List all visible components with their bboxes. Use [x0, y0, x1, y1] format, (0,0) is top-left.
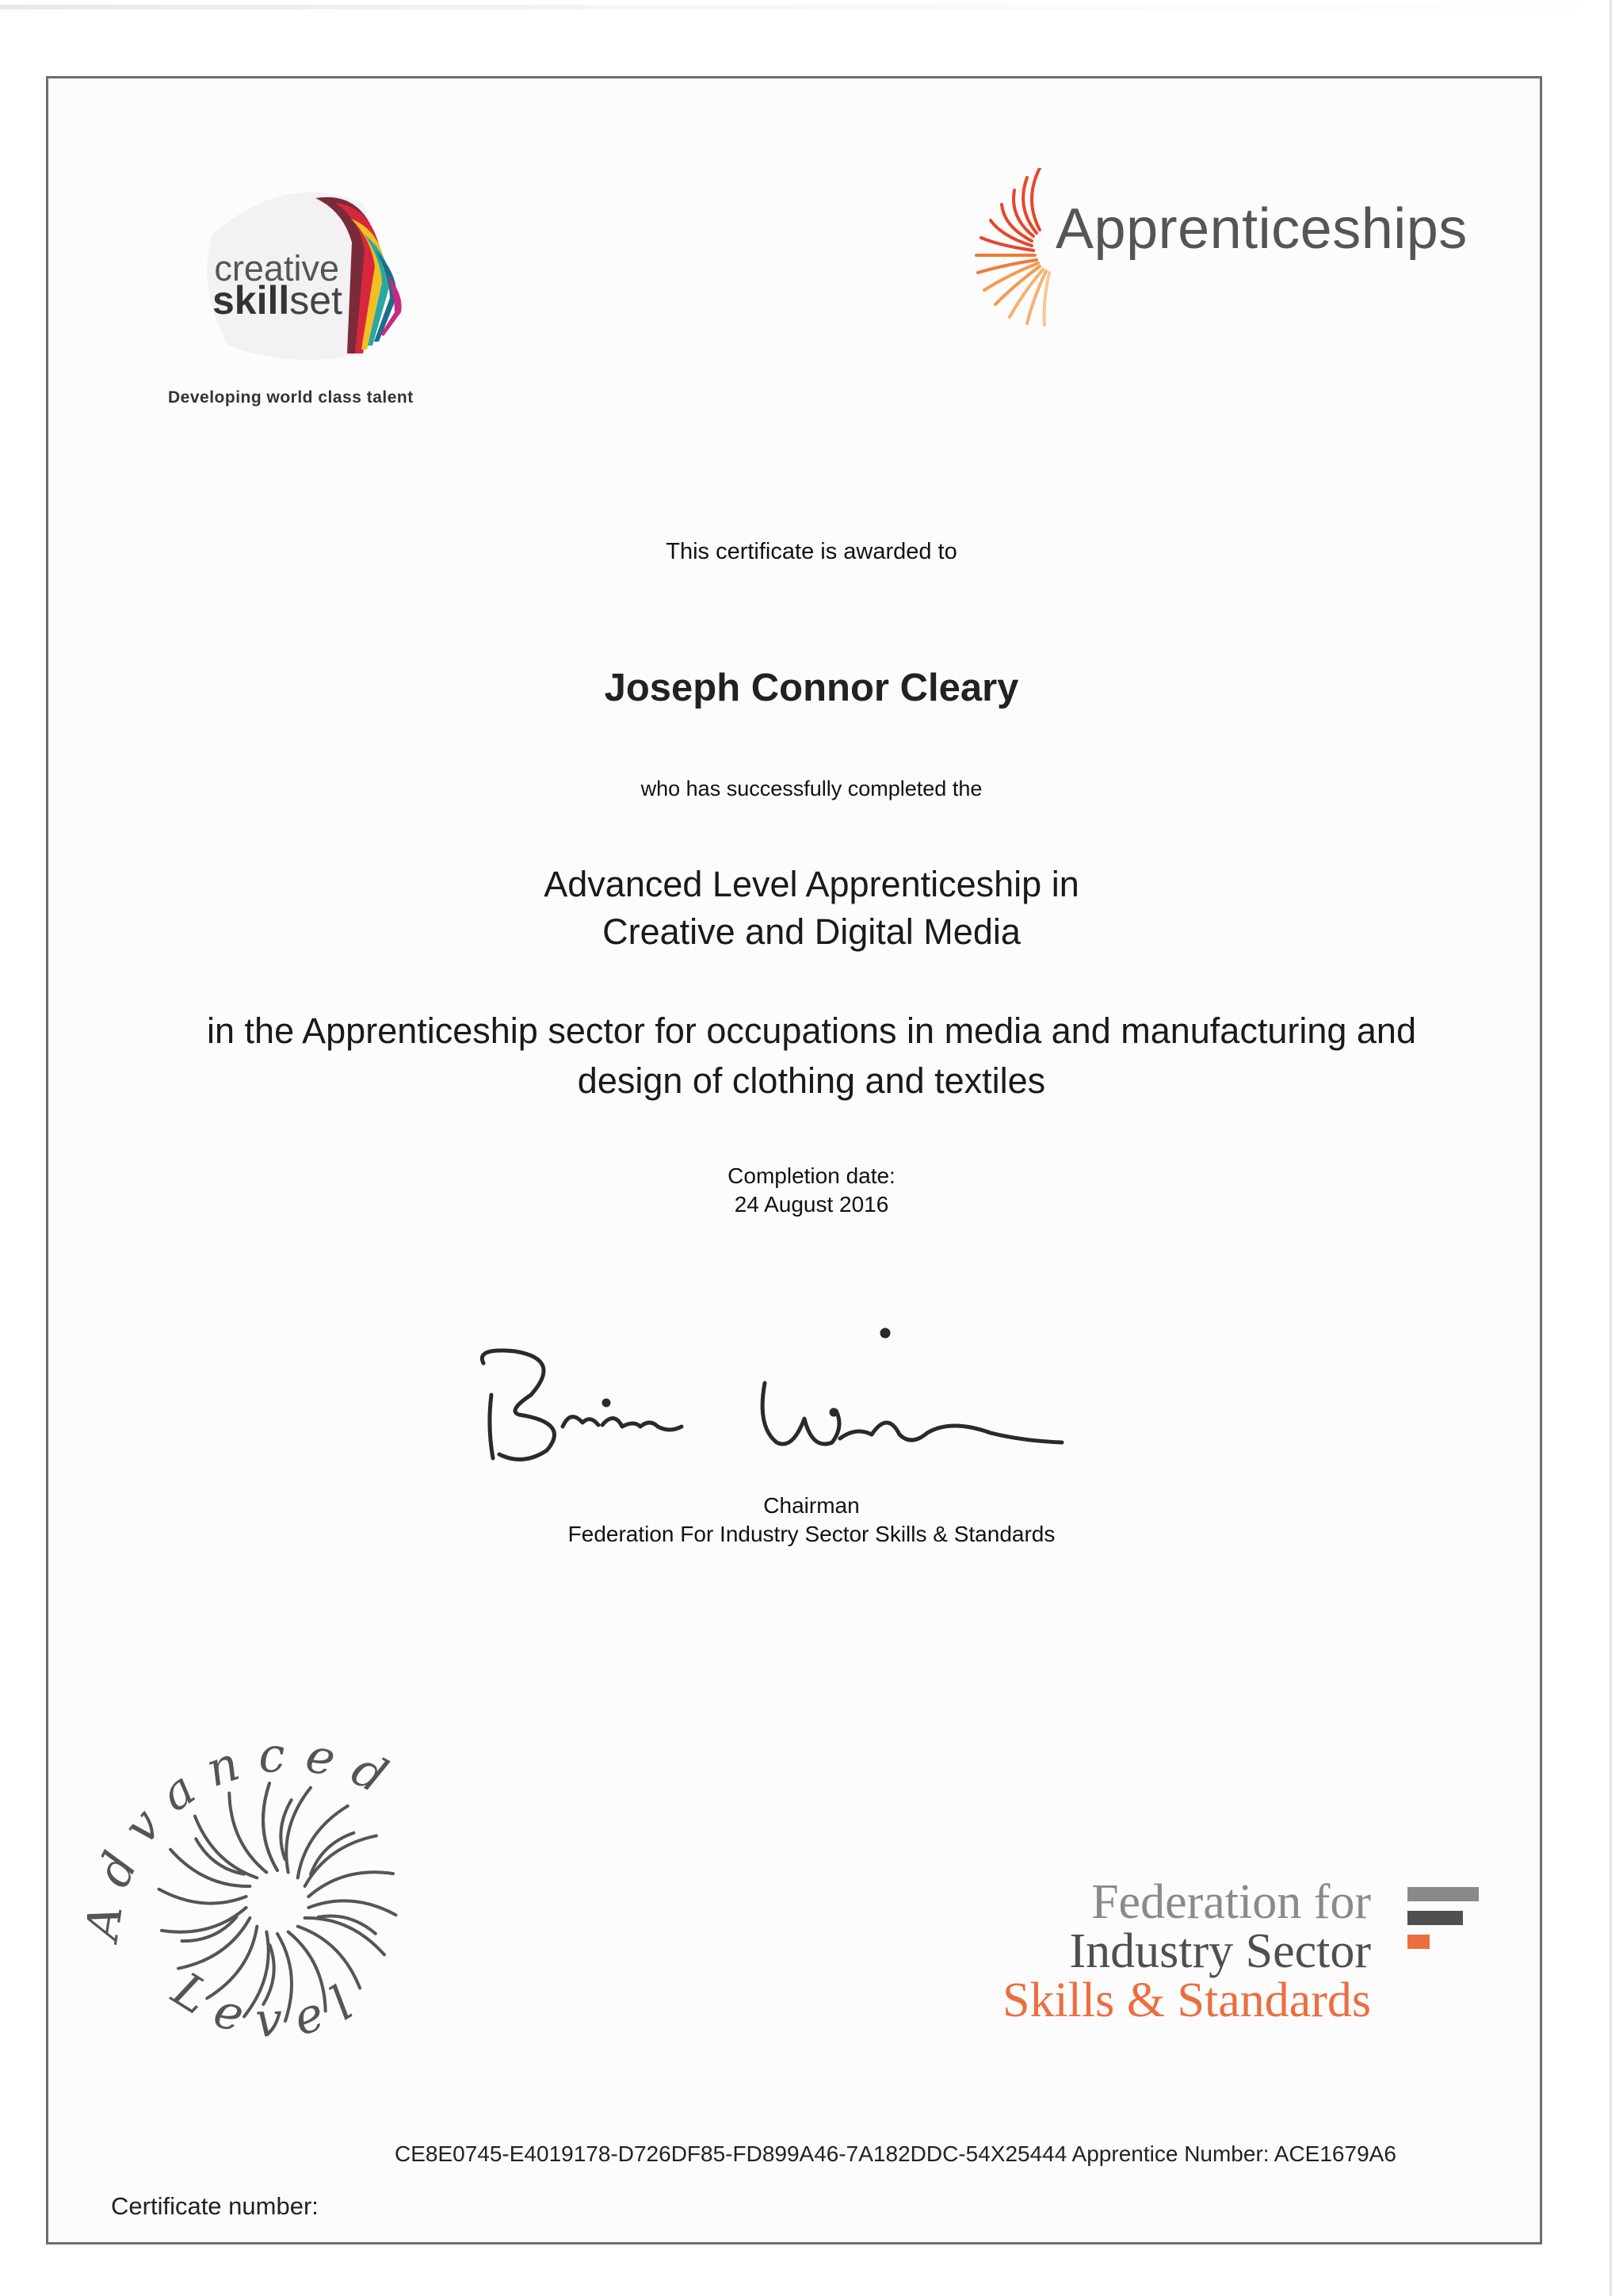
certificate-number-label: Certificate number: — [111, 2192, 319, 2220]
skillset-tagline: Developing world class talent — [168, 388, 414, 407]
qualification-line-1: Advanced Level Apprenticeship in — [544, 864, 1079, 904]
skillset-skillset-word — [197, 278, 342, 323]
advanced-level-seal — [87, 1672, 499, 2084]
advanced-level-swirl-icon — [87, 1672, 499, 2084]
certificate-code: CE8E0745-E4019178-D726DF85-FD899A46-7A182DDC-54X25444 Apprentice Number: ACE1679A6 — [395, 2141, 1396, 2166]
signatory-organisation: Federation For Industry Sector Skills & Standards — [567, 1522, 1056, 1546]
completed-intro-text: who has successfully completed the — [640, 777, 983, 800]
apprenticeships-swirl-icon — [960, 168, 1064, 327]
federation-logo — [935, 1866, 1482, 2033]
seal-level-text: Level — [162, 1962, 378, 2049]
signatory-title: Chairman — [763, 1493, 860, 1518]
skillset-skill-bold: skill — [212, 278, 290, 323]
qualification-line-2: Creative and Digital Media — [602, 911, 1021, 952]
recipient-name: Joseph Connor Cleary — [604, 667, 1019, 709]
chairman-signature — [444, 1316, 1157, 1474]
awarded-to-text: This certificate is awarded to — [666, 539, 957, 564]
seal-advanced-text: dvanced — [87, 1726, 411, 1896]
scan-edge-right — [1610, 0, 1612, 2296]
signature-scribble — [444, 1316, 1157, 1474]
sector-line-2: design of clothing and textiles — [577, 1060, 1046, 1101]
federation-line-1: Federation for — [1091, 1875, 1371, 1929]
federation-line-3: Skills & Standards — [1002, 1973, 1371, 2027]
federation-line-2: Industry Sector — [1069, 1924, 1371, 1978]
creative-skillset-logo — [197, 187, 434, 377]
completion-date-value: 24 August 2016 — [734, 1192, 889, 1217]
completion-date-label: Completion date: — [727, 1163, 896, 1188]
federation-bars-icon — [1403, 1887, 1482, 1974]
apprenticeships-logo — [960, 168, 1547, 327]
scan-edge-top — [0, 5, 1623, 10]
skillset-creative-word: creative — [214, 248, 339, 288]
apprenticeships-wordmark: Apprenticeships — [1056, 197, 1468, 261]
skillset-set-regular: set — [289, 278, 342, 323]
sector-line-1: in the Apprenticeship sector for occupations in media and manufacturing and — [207, 1010, 1416, 1051]
